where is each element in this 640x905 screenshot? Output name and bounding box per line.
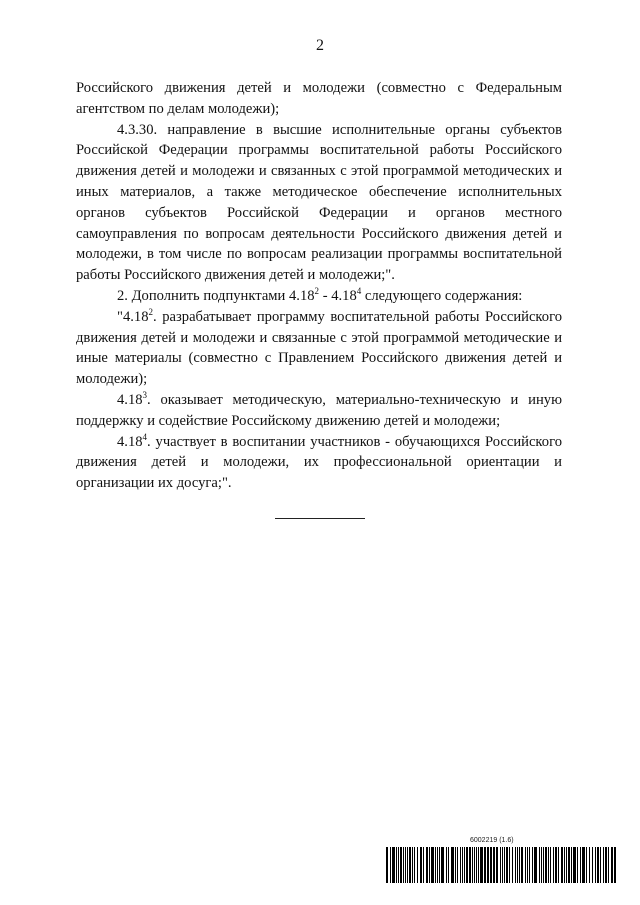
text-segment: 4.18 — [117, 391, 143, 408]
paragraph-1: Российского движения детей и молодежи (совместно с Федеральным агентством по делам молодежи); — [76, 80, 562, 117]
barcode-label: 6002219 (1.6) — [470, 837, 514, 844]
paragraph-4-18-3 — [76, 390, 562, 432]
paragraph-4-3-30: 4.3.30. направление в высшие исполнительные органы субъектов Российской Федерации программы воспитательной работы Российского движения детей и молодежи и связанных с этой программой методических и иных материалов, а также методическое обеспечение исполнительных органов субъектов Российской Федерации и органов местного самоуправления по вопросам деятельности Российского движения детей и молодежи, в том числе по вопросам реализации программы воспитательной работы Российского движения детей и молодежи;". — [76, 121, 562, 284]
text-segment: . оказывает методическую, материально-техническую и иную поддержку и содействие Российскому движению детей и молодежи; — [76, 391, 562, 429]
superscript: 4 — [356, 286, 362, 297]
text-segment: "4.18 — [117, 308, 149, 325]
end-separator-line — [275, 518, 365, 519]
text-segment: . участвует в воспитании участников - обучающихся Российского движения детей и молодежи, их профессиональной ориентации и организации их досуга;". — [76, 433, 562, 492]
superscript: 2 — [148, 306, 153, 317]
superscript: 3 — [142, 390, 148, 401]
barcode-block — [386, 836, 618, 888]
barcode-icon — [386, 847, 618, 883]
superscript: 4 — [142, 431, 148, 442]
superscript: 2 — [314, 286, 320, 297]
text-segment: следующего содержания: — [361, 287, 523, 304]
text-segment: - 4.18 — [319, 287, 357, 304]
paragraph-amendment-intro — [76, 286, 562, 307]
text-segment: 2. Дополнить подпунктами 4.18 — [117, 287, 315, 304]
paragraph-4-18-2 — [76, 307, 562, 390]
page-number: 2 — [316, 37, 324, 54]
paragraph-4-18-4 — [76, 432, 562, 494]
text-segment: . разрабатывает программу воспитательной работы Российского движения детей и молодежи и связанные с этой программой методические и иные материалы (совместно с Правлением Российского движения детей и молодежи); — [76, 308, 562, 388]
document-body — [76, 78, 562, 494]
text-segment: 4.18 — [117, 433, 143, 450]
